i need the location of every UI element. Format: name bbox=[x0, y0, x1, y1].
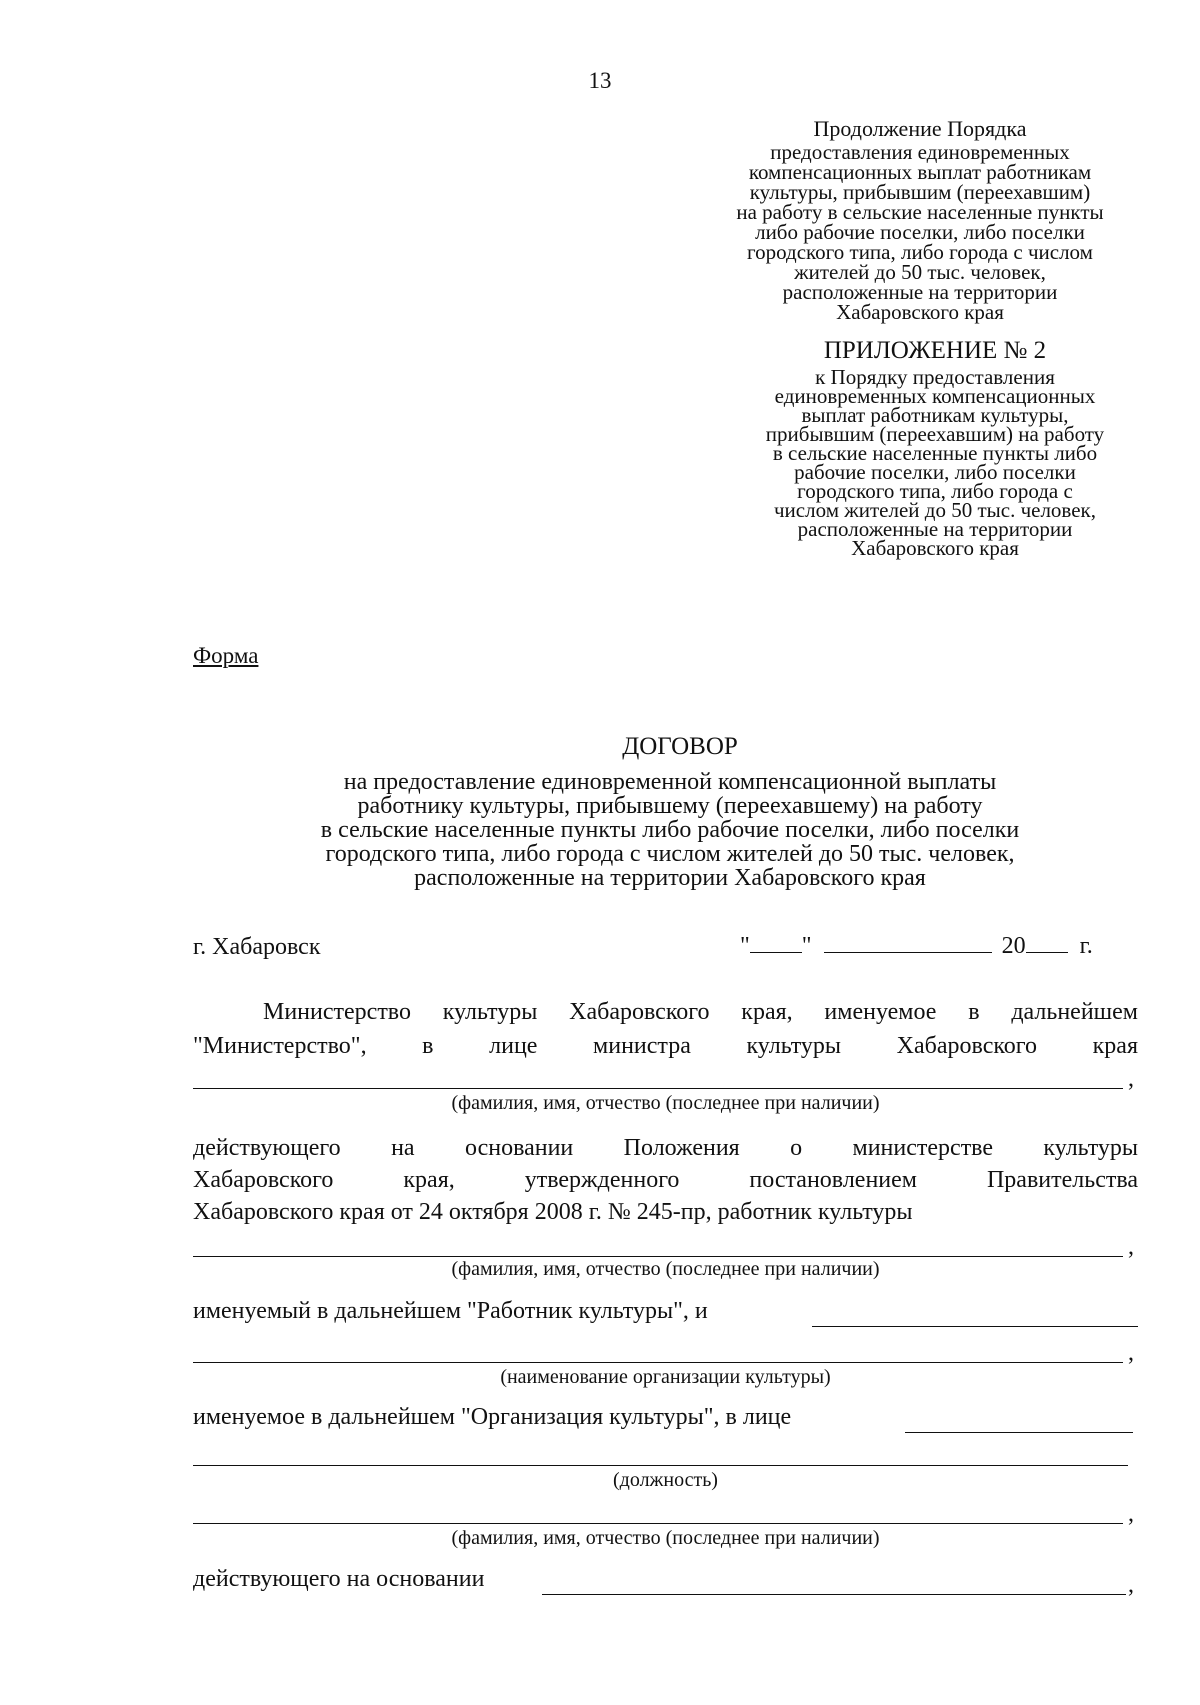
caption-fio-minister: (фамилия, имя, отчество (последнее при наличии) bbox=[451, 1092, 880, 1114]
annex-line: расположенные на территории bbox=[797, 517, 1073, 541]
annex-line: выплат работникам культуры, bbox=[801, 403, 1069, 427]
continuation-line: компенсационных выплат работникам bbox=[748, 160, 1092, 184]
worker-name-field[interactable] bbox=[193, 1256, 1123, 1257]
contract-date bbox=[740, 930, 1135, 960]
para-ministry-line2: "Министерство", в лице министра культуры Хабаровского края bbox=[193, 1033, 1138, 1059]
org-text: именуемое в дальнейшем "Организация культуры", в лице bbox=[193, 1404, 792, 1430]
caption-fio-worker: (фамилия, имя, отчество (последнее при наличии) bbox=[451, 1258, 880, 1280]
date-quote-close: " bbox=[801, 933, 812, 959]
contract-subtitle-line: работнику культуры, прибывшему (переехавшему) на работу bbox=[357, 793, 983, 819]
date-year-suffix: г. bbox=[1079, 933, 1093, 959]
para-basis-line3: Хабаровского края от 24 октября 2008 г. № 245-пр, работник культуры bbox=[193, 1199, 913, 1225]
contract-subtitle-line: в сельские населенные пункты либо рабочие поселки, либо поселки bbox=[320, 817, 1020, 843]
contract-subtitle-line: на предоставление единовременной компенсационной выплаты bbox=[343, 769, 997, 795]
org-name-field[interactable] bbox=[193, 1362, 1123, 1363]
annex-line: к Порядку предоставления bbox=[815, 365, 1055, 389]
continuation-line: жителей до 50 тыс. человек, bbox=[794, 260, 1046, 284]
basis-text: действующего на основании bbox=[193, 1566, 485, 1592]
comma: , bbox=[1128, 1572, 1134, 1598]
org-name-field-start[interactable] bbox=[812, 1326, 1138, 1327]
contract-title: ДОГОВОР bbox=[622, 733, 738, 760]
minister-name-field[interactable] bbox=[193, 1088, 1123, 1089]
caption-org-name: (наименование организации культуры) bbox=[500, 1366, 831, 1388]
caption-fio-representative: (фамилия, имя, отчество (последнее при наличии) bbox=[451, 1527, 880, 1549]
annex-line: городского типа, либо города с bbox=[797, 479, 1073, 503]
contract-subtitle-line: городского типа, либо города с числом жителей до 50 тыс. человек, bbox=[325, 841, 1015, 867]
caption-position: (должность) bbox=[613, 1469, 718, 1491]
comma: , bbox=[1128, 1234, 1134, 1260]
annex-line: единовременных компенсационных bbox=[774, 384, 1096, 408]
annex-block bbox=[715, 337, 1155, 558]
annex-line: числом жителей до 50 тыс. человек, bbox=[774, 498, 1096, 522]
page-number: 13 bbox=[588, 68, 612, 93]
position-field[interactable] bbox=[193, 1465, 1128, 1466]
date-month-field[interactable] bbox=[824, 930, 992, 953]
date-year-field[interactable] bbox=[1026, 930, 1068, 953]
basis-field[interactable] bbox=[542, 1594, 1126, 1595]
annex-heading: ПРИЛОЖЕНИЕ № 2 bbox=[823, 337, 1047, 364]
annex-line: в сельские населенные пункты либо bbox=[772, 441, 1098, 465]
comma: , bbox=[1128, 1340, 1134, 1366]
continuation-line: либо рабочие поселки, либо поселки bbox=[755, 220, 1085, 244]
continuation-line: на работу в сельские населенные пункты bbox=[736, 200, 1104, 224]
date-day-field[interactable] bbox=[750, 930, 802, 953]
annex-line: рабочие поселки, либо поселки bbox=[794, 460, 1076, 484]
comma: , bbox=[1128, 1066, 1134, 1092]
continuation-line: Хабаровского края bbox=[836, 300, 1004, 324]
form-label: Форма bbox=[193, 643, 259, 668]
continuation-line: расположенные на территории bbox=[782, 280, 1058, 304]
para-basis-line1: действующего на основании Положения о министерстве культуры bbox=[193, 1135, 1138, 1161]
annex-line: прибывшим (переехавшим) на работу bbox=[765, 422, 1105, 446]
comma: , bbox=[1128, 1501, 1134, 1527]
date-year-prefix: 20 bbox=[1001, 933, 1026, 959]
contract-subtitle bbox=[210, 770, 1130, 890]
date-quote-open: " bbox=[740, 933, 750, 959]
worker-text: именуемый в дальнейшем "Работник культуры", и bbox=[193, 1298, 708, 1324]
continuation-line: городского типа, либо города с числом bbox=[747, 240, 1093, 264]
contract-subtitle-line: расположенные на территории Хабаровского края bbox=[414, 865, 926, 891]
continuation-block bbox=[700, 117, 1140, 322]
continuation-heading: Продолжение Порядка bbox=[813, 116, 1027, 141]
annex-line: Хабаровского края bbox=[851, 536, 1019, 560]
para-ministry-line1: Министерство культуры Хабаровского края, именуемое в дальнейшем bbox=[263, 999, 1138, 1025]
continuation-line: предоставления единовременных bbox=[770, 140, 1070, 164]
continuation-line: культуры, прибывшим (переехавшим) bbox=[749, 180, 1091, 204]
contract-city: г. Хабаровск bbox=[193, 934, 321, 960]
para-basis-line2: Хабаровского края, утвержденного постановлением Правительства bbox=[193, 1167, 1138, 1193]
representative-name-field[interactable] bbox=[193, 1523, 1123, 1524]
org-representative-field-start[interactable] bbox=[905, 1432, 1133, 1433]
